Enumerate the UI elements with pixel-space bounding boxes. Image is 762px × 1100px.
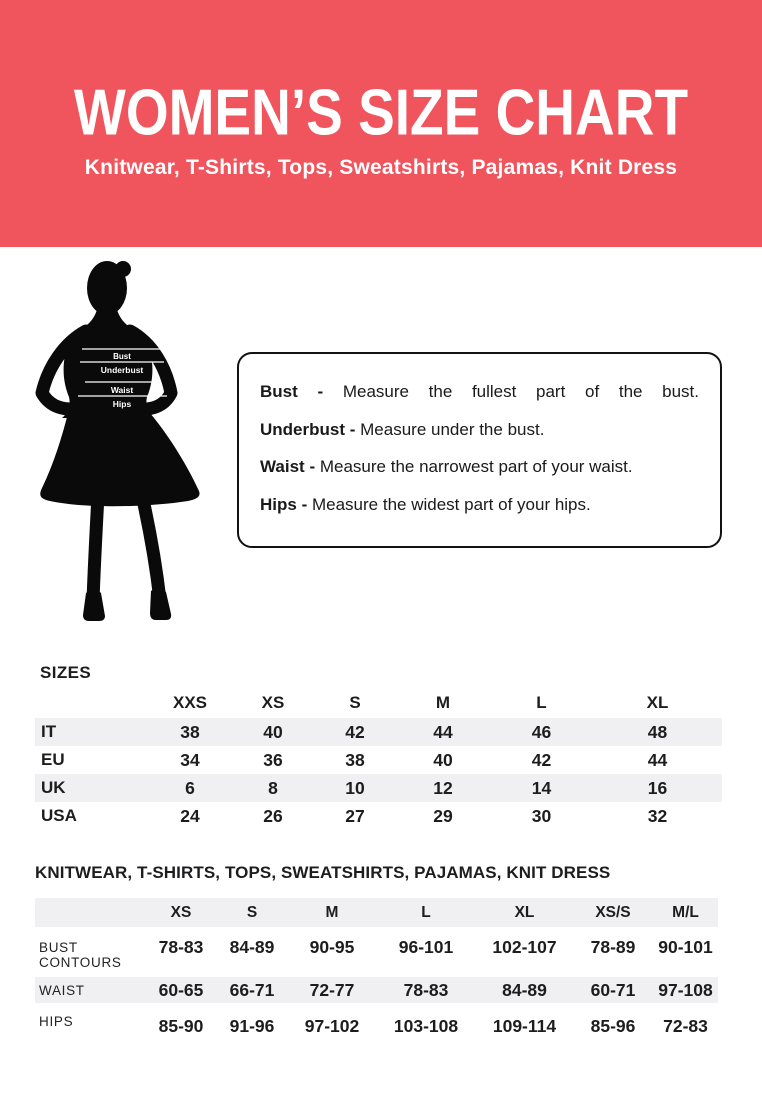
measure-value: 97-102 xyxy=(304,1016,360,1036)
size-value: 46 xyxy=(531,721,552,742)
size-value: 40 xyxy=(263,721,283,742)
sizes-row-it xyxy=(35,718,722,746)
garment-table xyxy=(35,898,718,1040)
guide-line-bust xyxy=(260,381,699,402)
size-value: 6 xyxy=(185,777,195,798)
size-value: 8 xyxy=(268,777,278,798)
guide-line-hips xyxy=(260,494,699,515)
sizes-col-header: L xyxy=(536,692,547,712)
garment-header-row xyxy=(35,898,718,927)
size-value: 44 xyxy=(647,749,668,770)
size-value: 10 xyxy=(345,777,365,798)
garment-col-header: M/L xyxy=(653,898,718,927)
sizes-row-usa xyxy=(35,802,722,830)
figure-bust-label: Bust xyxy=(113,352,131,361)
sizes-corner-cell xyxy=(35,687,148,718)
guide-dash: - xyxy=(301,494,308,514)
woman-silhouette-figure xyxy=(30,255,230,645)
measure-value: 91-96 xyxy=(229,1016,275,1036)
measure-value: 102-107 xyxy=(492,936,557,957)
garment-col-header: L xyxy=(376,898,476,927)
size-value: 38 xyxy=(345,749,365,770)
measure-value: 103-108 xyxy=(393,1016,459,1036)
garment-col-header: M xyxy=(288,898,376,927)
sizes-col-header: XS xyxy=(261,692,285,712)
guide-term: Underbust xyxy=(260,419,345,439)
guide-definition: Measure the widest part of your hips. xyxy=(311,494,591,514)
guide-definition: Measure the fullest part of the bust. xyxy=(342,382,700,401)
size-value: 27 xyxy=(345,805,365,826)
guide-term: Waist xyxy=(260,457,305,476)
garment-col-header: XL xyxy=(476,898,573,927)
measure-value: 78-89 xyxy=(590,936,636,957)
sizes-section-title: SIZES xyxy=(40,663,92,682)
measure-value: 66-71 xyxy=(229,979,275,1000)
sizes-table xyxy=(35,687,722,830)
guide-line-underbust xyxy=(260,419,699,440)
size-value: 48 xyxy=(647,721,668,742)
measure-value: 60-71 xyxy=(590,979,636,1000)
garment-col-header: S xyxy=(216,898,288,927)
header-banner xyxy=(0,0,762,247)
measure-value: 84-89 xyxy=(229,936,275,957)
measure-value: 72-77 xyxy=(309,979,355,1000)
size-value: 24 xyxy=(180,805,200,826)
size-value: 12 xyxy=(433,777,453,798)
figure-waist-label: Waist xyxy=(110,385,134,395)
size-value: 32 xyxy=(647,805,668,826)
measure-value: 78-83 xyxy=(403,979,449,1000)
garment-section-title: KNITWEAR, T-SHIRTS, TOPS, SWEATSHIRTS, PAJAMAS, KNIT DRESS xyxy=(35,863,611,882)
guide-dash: - xyxy=(309,457,316,476)
measure-value: 90-101 xyxy=(658,936,713,957)
sizes-row-uk xyxy=(35,774,722,802)
sizes-col-header: S xyxy=(349,692,361,712)
measure-value: 78-83 xyxy=(158,936,204,957)
size-value: 14 xyxy=(531,777,552,798)
size-value: 38 xyxy=(180,721,200,742)
row-label: BUST CONTOURS xyxy=(39,940,122,970)
guide-term: Hips xyxy=(260,494,297,514)
garment-row-bust-contours xyxy=(35,927,718,977)
garment-col-header: XS/S xyxy=(573,898,653,927)
page-subtitle: Knitwear, T-Shirts, Tops, Sweatshirts, Pajamas, Knit Dress xyxy=(84,156,678,179)
garment-col-header: XS xyxy=(146,898,216,927)
figure-hips-label: Hips xyxy=(112,399,132,409)
size-value: 42 xyxy=(345,721,365,742)
size-value: 34 xyxy=(180,749,200,770)
row-label: UK xyxy=(41,778,66,797)
measure-value: 85-90 xyxy=(158,1016,204,1036)
row-label: HIPS xyxy=(39,1014,74,1029)
measure-value: 109-114 xyxy=(492,1016,557,1036)
guide-dash: - xyxy=(317,382,324,401)
measure-value: 84-89 xyxy=(502,979,547,1000)
size-value: 42 xyxy=(531,749,552,770)
guide-definition: Measure the narrowest part of your waist. xyxy=(319,457,633,476)
sizes-col-header: XXS xyxy=(172,692,208,712)
guide-line-waist xyxy=(260,456,699,477)
sizes-header-row xyxy=(35,687,722,718)
garment-row-hips xyxy=(35,1003,718,1040)
garment-corner-cell xyxy=(35,898,146,927)
row-label: EU xyxy=(41,750,65,769)
measure-value: 96-101 xyxy=(398,936,454,957)
page-title: WOMEN’S SIZE CHART xyxy=(73,75,689,149)
measure-value: 72-83 xyxy=(663,1016,708,1036)
guide-dash: - xyxy=(349,419,356,439)
size-value: 36 xyxy=(263,749,283,770)
size-value: 26 xyxy=(263,805,283,826)
size-value: 30 xyxy=(531,805,552,826)
measurement-guide-box xyxy=(237,352,722,548)
measure-value: 60-65 xyxy=(158,979,204,1000)
garment-row-waist xyxy=(35,977,718,1003)
sizes-row-eu xyxy=(35,746,722,774)
sizes-col-header: M xyxy=(435,692,451,712)
figure-underbust-label: Underbust xyxy=(100,365,144,375)
row-label: IT xyxy=(41,722,57,741)
row-label: WAIST xyxy=(39,982,85,998)
woman-silhouette-icon xyxy=(30,255,230,645)
measure-value: 90-95 xyxy=(309,936,355,957)
row-label: USA xyxy=(41,806,77,825)
size-value: 40 xyxy=(433,749,453,770)
guide-definition: Measure under the bust. xyxy=(360,419,545,439)
sizes-col-header: XL xyxy=(646,692,669,712)
measure-value: 97-108 xyxy=(658,979,713,1000)
measure-value: 85-96 xyxy=(590,1016,636,1036)
size-value: 44 xyxy=(433,721,453,742)
guide-term: Bust xyxy=(260,382,298,401)
size-value: 16 xyxy=(647,777,668,798)
size-value: 29 xyxy=(433,805,453,826)
